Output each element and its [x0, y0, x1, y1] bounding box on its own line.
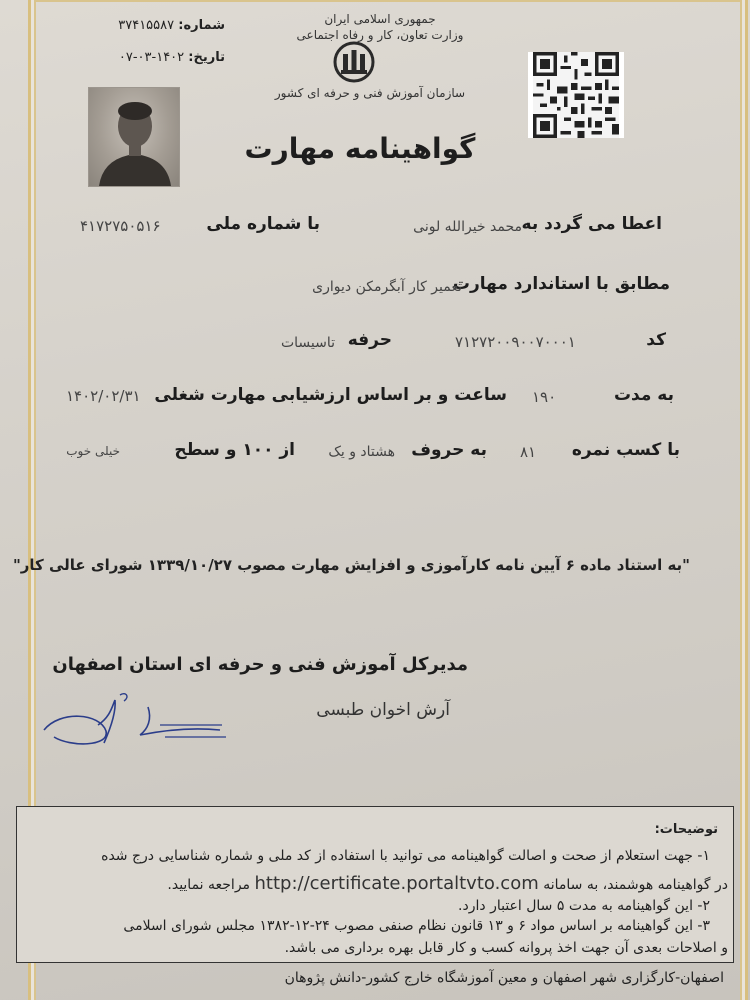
in-words-label: به حروف — [411, 440, 487, 460]
score-value: ۸۱ — [520, 443, 537, 461]
national-id-label: با شماره ملی — [206, 214, 320, 234]
code-label: کد — [646, 330, 666, 350]
date-value: ۱۴۰۲-۰۳-۰۷ — [118, 50, 185, 65]
note-line-2-pre: در گواهینامه هوشمند، به سامانه — [543, 877, 728, 893]
note-line-2-post: مراجعه نمایید. — [167, 877, 251, 893]
verification-url: http://certificate.portaltvto.com — [254, 873, 539, 894]
organization-heading: سازمان آموزش فنی و حرفه ای کشور — [274, 86, 466, 100]
tvto-logo-icon — [328, 40, 380, 84]
profession-label: حرفه — [347, 330, 392, 350]
standard-label: مطابق با استاندارد مهارت — [452, 274, 670, 294]
ministry-heading: وزارت تعاون، کار و رفاه اجتماعی — [296, 28, 464, 42]
duration-value: ۱۹۰ — [532, 388, 557, 406]
republic-heading: جمهوری اسلامی ایران — [324, 12, 436, 26]
holder-name: محمد خیرالله لونی — [413, 219, 522, 235]
score-label: با کسب نمره — [571, 440, 680, 460]
signature-icon — [40, 685, 230, 760]
granted-label: اعطا می گردد به — [521, 214, 662, 234]
in-words-value: هشتاد و یک — [328, 444, 395, 460]
note-line-2 — [167, 873, 728, 894]
number-value: ۳۷۴۱۵۵۸۷ — [118, 18, 175, 33]
certificate-title: گواهینامه مهارت — [244, 132, 476, 165]
duration-label: به مدت — [613, 385, 674, 405]
level-value: خیلی خوب — [66, 444, 120, 458]
code-value: ۷۱۲۷۲۰۰۹۰۰۷۰۰۰۱ — [455, 333, 576, 351]
national-id: ۴۱۷۲۷۵۰۵۱۶ — [80, 217, 161, 235]
certificate-date — [85, 50, 225, 65]
note-line-5: و اصلاحات بعدی آن جهت اخذ پروانه کسب و کار قابل بهره برداری می باشد. — [284, 940, 728, 956]
note-line-4: ۳- این گواهینامه بر اساس مواد ۶ و ۱۳ قانون نظام صنفی مصوب ۲۴-۱۲-۱۳۸۲ مجلس شورای اسلامی — [123, 918, 710, 934]
certificate-number — [85, 18, 225, 33]
portrait-icon — [89, 88, 179, 186]
note-line-1: ۱- جهت استعلام از صحت و اصالت گواهینامه می توانید با استفاده از کد ملی و شماره شناسایی درج شده — [101, 848, 710, 864]
date-label: تاریخ: — [188, 50, 225, 65]
duration-text: ساعت و بر اساس ارزشیابی مهارت شغلی — [154, 385, 507, 405]
evaluation-date: ۱۴۰۲/۰۲/۳۱ — [66, 387, 141, 405]
holder-photo — [88, 87, 180, 187]
notes-heading: توضیحات: — [654, 822, 718, 837]
decree-statement: "به استناد ماده ۶ آیین نامه کارآموزی و افزایش مهارت مصوب ۱۳۳۹/۱۰/۲۷ شورای عالی کار" — [12, 556, 690, 574]
footer-issuer: اصفهان-کارگزاری شهر اصفهان و معین آموزشگاه خارج کشور-دانش پژوهان — [284, 970, 724, 986]
signatory-title: مدیرکل آموزش فنی و حرفه ای استان اصفهان — [52, 654, 468, 675]
signatory-name: آرش اخوان طبسی — [316, 700, 450, 720]
profession-value: تاسیسات — [280, 335, 335, 351]
qr-code-icon — [528, 52, 624, 138]
of-hundred-level-label: از ۱۰۰ و سطح — [174, 440, 295, 460]
standard-value: تعمیر کار آبگرمکن دیواری — [312, 279, 462, 295]
number-label: شماره: — [178, 18, 225, 33]
note-line-3: ۲- این گواهینامه به مدت ۵ سال اعتبار دارد. — [458, 898, 710, 914]
